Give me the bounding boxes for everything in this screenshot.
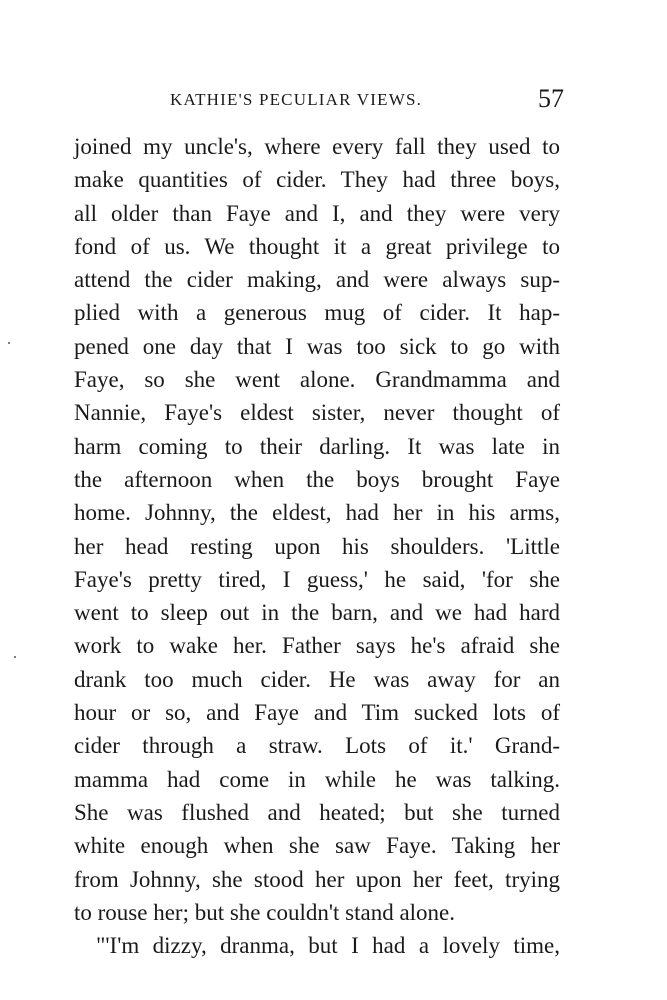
text-line: joined my uncle's, where every fall they used to xyxy=(74,134,560,159)
text-line: plied with a generous mug of cider. It hap- xyxy=(74,300,560,326)
text-line: drank too much cider. He was away for an xyxy=(74,666,560,692)
text-line: from Johnny, she stood her upon her feet, trying xyxy=(74,866,560,892)
running-head xyxy=(74,84,568,118)
paper-speck xyxy=(8,342,10,344)
paper-speck xyxy=(14,656,16,658)
text-line: attend the cider making, and were always sup- xyxy=(74,267,560,293)
page-number: 57 xyxy=(538,84,564,113)
text-line: Faye's pretty tired, I guess,' he said, 'for she xyxy=(74,566,560,592)
text-line: cider through a straw. Lots of it.' Grand- xyxy=(74,733,560,759)
text-line: make quantities of cider. They had three boys, xyxy=(74,167,560,193)
text-line: went to sleep out in the barn, and we had hard xyxy=(74,600,560,626)
text-line: Faye, so she went alone. Grandmamma and xyxy=(74,367,560,393)
text-line: mamma had come in while he was talking. xyxy=(74,766,560,792)
text-line: pened one day that I was too sick to go with xyxy=(74,333,560,359)
text-line: fond of us. We thought it a great privilege to xyxy=(74,233,560,259)
text-line: the afternoon when the boys brought Faye xyxy=(74,466,560,492)
text-line: white enough when she saw Faye. Taking her xyxy=(74,833,560,859)
body-text xyxy=(74,130,560,962)
text-line: harm coming to their darling. It was late in xyxy=(74,433,560,459)
text-line: hour or so, and Faye and Tim sucked lots of xyxy=(74,700,560,726)
text-line: "'I'm dizzy, dranma, but I had a lovely time, xyxy=(96,933,560,959)
text-line: to rouse her; but she couldn't stand alone. xyxy=(74,899,456,925)
text-line: all older than Faye and I, and they were very xyxy=(74,200,560,226)
text-line: work to wake her. Father says he's afraid she xyxy=(74,633,560,659)
text-line: She was flushed and heated; but she turned xyxy=(74,799,560,825)
text-line: Nannie, Faye's eldest sister, never thought of xyxy=(74,400,560,426)
running-title: KATHIE'S PECULIAR VIEWS. xyxy=(170,90,423,109)
text-line: home. Johnny, the eldest, had her in his arms, xyxy=(74,500,560,526)
text-line: her head resting upon his shoulders. 'Little xyxy=(74,533,560,559)
